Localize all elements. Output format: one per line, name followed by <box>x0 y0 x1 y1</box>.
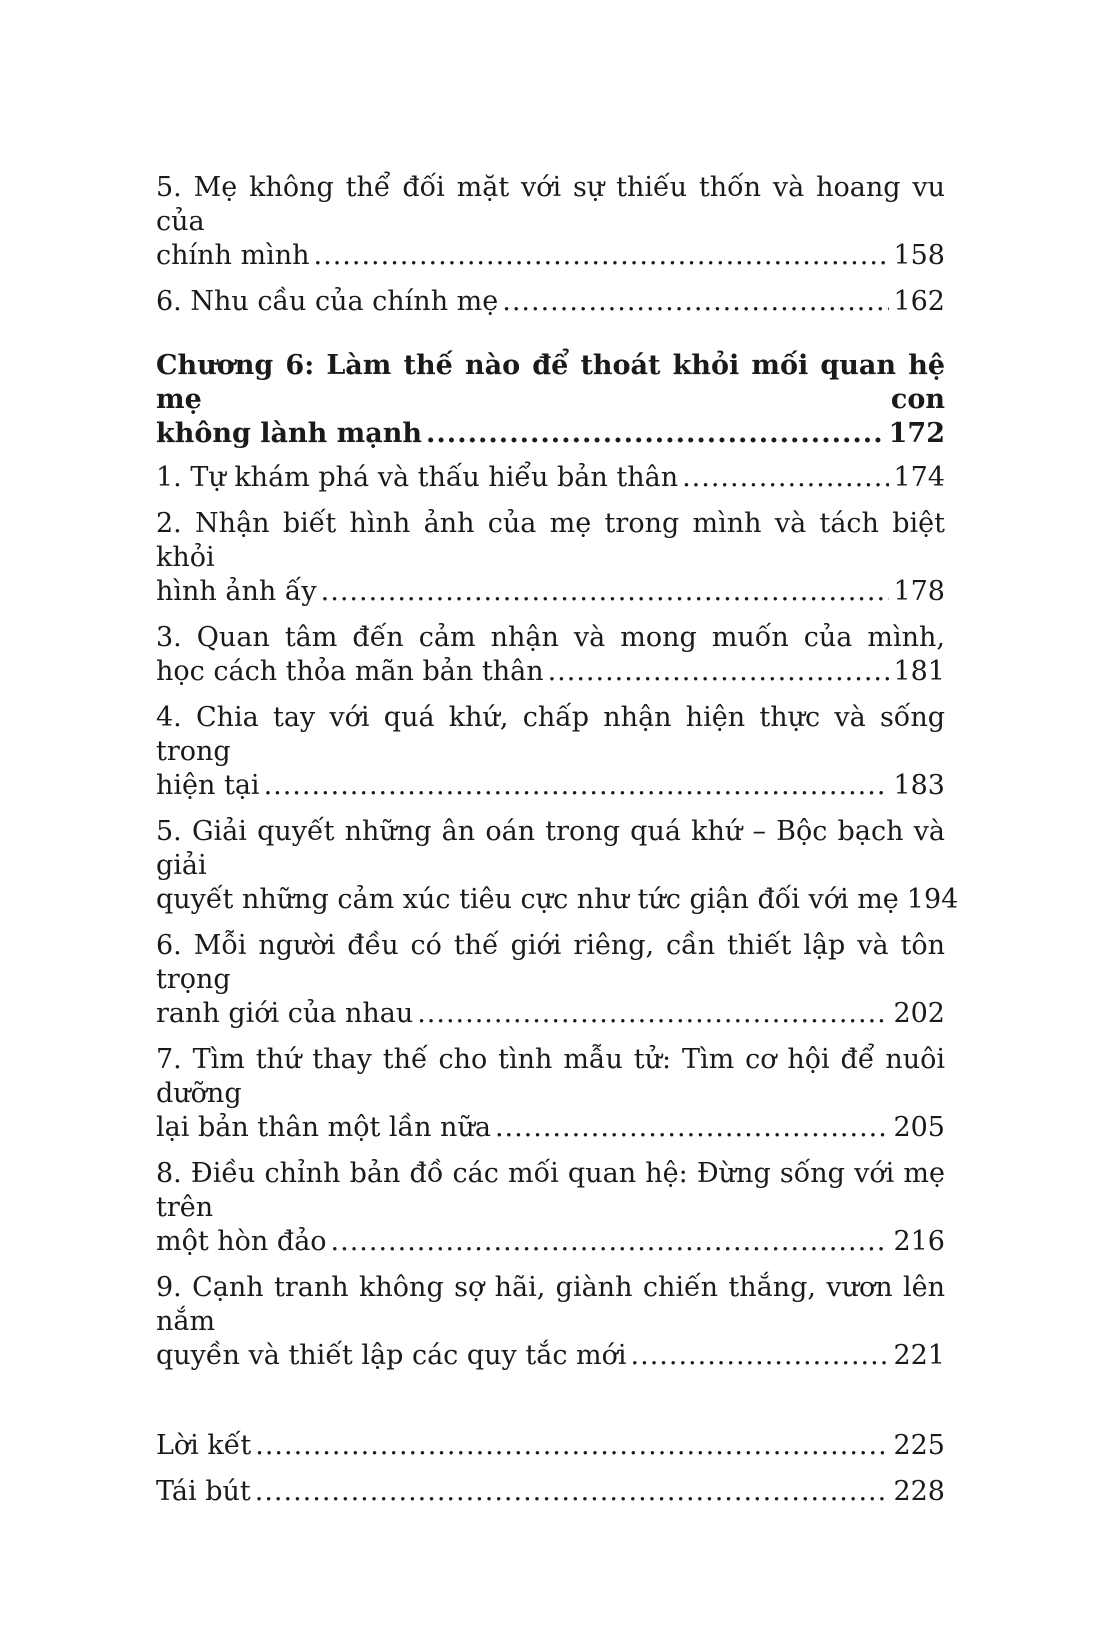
dot-leader <box>502 285 889 319</box>
toc-entry <box>156 1429 945 1463</box>
chapter-title-continued: không lành mạnh <box>156 418 422 449</box>
toc-entry <box>156 171 945 273</box>
toc-entry-title: 4. Chia tay với quá khứ, chấp nhận hiện thực và sống trong <box>156 702 945 767</box>
toc-entry-title: 9. Cạnh tranh không sợ hãi, giành chiến thắng, vươn lên nắm <box>156 1272 945 1337</box>
toc-entry-title: 8. Điều chỉnh bản đồ các mối quan hệ: Đừng sống với mẹ trên <box>156 1158 945 1223</box>
dot-leader <box>495 1111 890 1145</box>
toc-entry-title-continued: học cách thỏa mãn bản thân <box>156 656 544 687</box>
page-number: 228 <box>893 1476 945 1507</box>
toc-entry-title: 2. Nhận biết hình ảnh của mẹ trong mình và tách biệt khỏi <box>156 508 945 573</box>
dot-leader <box>264 769 890 803</box>
dot-leader <box>255 1475 890 1509</box>
dot-leader <box>426 417 885 451</box>
page-number: 172 <box>888 418 945 449</box>
toc-entry-title-continued: quyết những cảm xúc tiêu cực như tức giận đối với mẹ <box>156 884 899 915</box>
toc-entry-title: Lời kết <box>156 1430 252 1461</box>
chapter-title: Chương 6: Làm thế nào để thoát khỏi mối quan hệ mẹ con <box>156 350 945 415</box>
toc-entry <box>156 1475 945 1509</box>
page-number: 162 <box>893 286 945 317</box>
toc-chapter-heading <box>156 349 945 451</box>
toc-entry-title-continued: ranh giới của nhau <box>156 998 414 1029</box>
toc-entry-title-continued: lại bản thân một lần nữa <box>156 1112 491 1143</box>
toc-entry-title-continued: một hòn đảo <box>156 1226 327 1257</box>
dot-leader <box>321 575 890 609</box>
toc-entry-title: 6. Mỗi người đều có thế giới riêng, cần thiết lập và tôn trọng <box>156 930 945 995</box>
table-of-contents <box>156 171 959 1521</box>
dot-leader <box>255 1429 889 1463</box>
toc-entry-title: 1. Tự khám phá và thấu hiểu bản thân <box>156 462 679 493</box>
toc-entry <box>156 1043 945 1145</box>
toc-entry <box>156 285 945 319</box>
page-number: 205 <box>893 1112 945 1143</box>
toc-entry <box>156 621 945 689</box>
page-number: 178 <box>893 576 945 607</box>
page-number: 202 <box>893 998 945 1029</box>
toc-entry <box>156 461 945 495</box>
dot-leader <box>548 655 890 689</box>
page-number: 221 <box>893 1340 945 1371</box>
dot-leader <box>331 1225 890 1259</box>
page-number: 174 <box>893 462 945 493</box>
toc-entry-title: 3. Quan tâm đến cảm nhận và mong muốn của mình, <box>156 622 945 653</box>
toc-entry <box>156 701 945 803</box>
toc-entry-title-continued: quyền và thiết lập các quy tắc mới <box>156 1340 627 1371</box>
toc-entry <box>156 929 945 1031</box>
toc-entry <box>156 1271 945 1373</box>
toc-entry <box>156 1157 945 1259</box>
toc-entry <box>156 507 945 609</box>
toc-entry-title: 5. Giải quyết những ân oán trong quá khứ – Bộc bạch và giải <box>156 816 945 881</box>
toc-entry-title: 5. Mẹ không thể đối mặt với sự thiếu thốn và hoang vu của <box>156 172 945 237</box>
toc-entry-title: Tái bút <box>156 1476 251 1507</box>
dot-leader <box>682 461 889 495</box>
toc-entry <box>156 815 959 917</box>
page-number: 158 <box>893 240 945 271</box>
page-number: 181 <box>893 656 945 687</box>
dot-leader <box>417 997 889 1031</box>
page-number: 183 <box>893 770 945 801</box>
page-number: 225 <box>893 1430 945 1461</box>
toc-entry-title: 7. Tìm thứ thay thế cho tình mẫu tử: Tìm cơ hội để nuôi dưỡng <box>156 1044 945 1109</box>
page-number: 216 <box>893 1226 945 1257</box>
toc-entry-title: 6. Nhu cầu của chính mẹ <box>156 286 499 317</box>
dot-leader <box>631 1339 890 1373</box>
toc-entry-title-continued: chính mình <box>156 240 310 271</box>
toc-entry-title-continued: hiện tại <box>156 770 260 801</box>
toc-entry-title-continued: hình ảnh ấy <box>156 576 317 607</box>
page-number: 194 <box>906 884 959 915</box>
dot-leader <box>314 239 890 273</box>
